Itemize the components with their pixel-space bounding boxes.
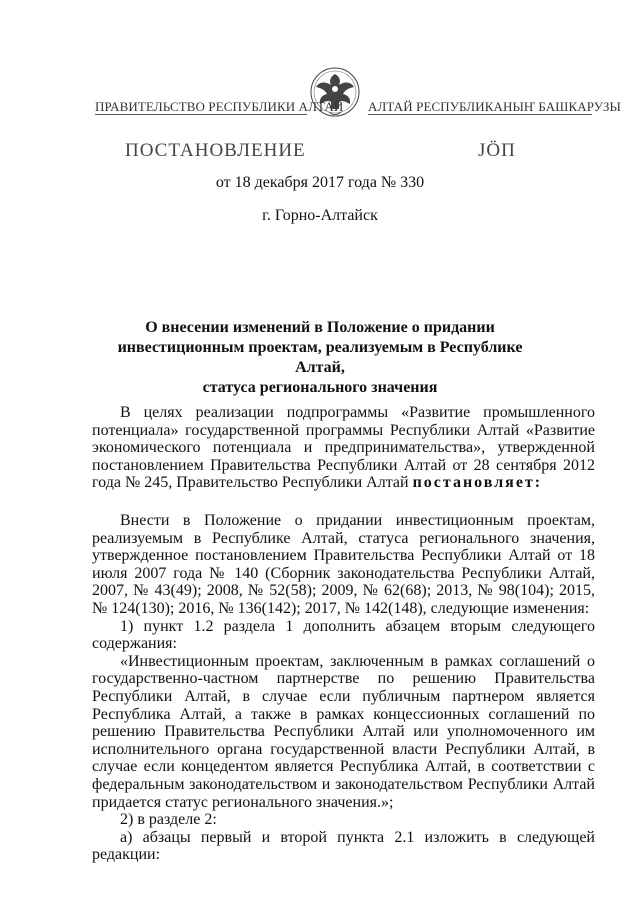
preamble-emphasis: постановляет:	[412, 474, 543, 492]
document-date: от 18 декабря 2017 года № 330	[215, 174, 425, 191]
doc-type-altai: JӦП	[478, 140, 516, 161]
title-line: инвестиционным проектам, реализуемым в Республике Алтай,	[117, 339, 523, 376]
org-name-altai: АЛТАЙ РЕСПУБЛИКАНЫҤ БАШКАРУЗЫ	[368, 99, 621, 114]
body-paragraph: 1) пункт 1.2 раздела 1 дополнить абзацем вторым следующего содержания:	[92, 617, 595, 653]
document-body	[92, 512, 595, 864]
document-city: г. Горно-Алтайск	[262, 207, 378, 224]
title-line: О внесении изменений в Положение о придании	[145, 319, 495, 336]
doc-type-russian: ПОСТАНОВЛЕНИЕ	[125, 140, 306, 161]
coat-of-arms-icon	[309, 62, 361, 126]
document-title	[110, 318, 530, 398]
header-divider	[368, 114, 592, 115]
header-divider	[95, 114, 307, 115]
body-paragraph: «Инвестиционным проектам, заключенным в рамках соглашений о государственно-частном партнерстве по решению Правительства Республики Алтай, в случае если публичным партнером является Республика Алтай, а также в рамках концессионных соглашений по решению Правительства Республики Алтай или уполномоченного им исполнительного органа государственной власти Республики Алтай, в случае если концедентом является Республика Алтай, в соответствии с федеральным законодательством и законодательством Республики Алтай придается статус регионального значения.»;	[92, 652, 595, 811]
body-paragraph: Внести в Положение о придании инвестиционным проектам, реализуемым в Республике Алтай, статуса регионального значения, утвержденное постановлением Правительства Республики Алтай от 18 июля 2007 года № 140 (Сборник законодательства Республики Алтай, 2007, № 43(49); 2008, № 52(58); 2009, № 62(68); 2013, № 98(104); 2015, № 124(130); 2016, № 136(142); 2017, № 142(148), следующие изменения:	[92, 512, 595, 617]
preamble-text: В целях реализации подпрограммы «Развитие промышленного потенциала» государственной программы Республики Алтай «Развитие экономического потенциала и предпринимательства», утвержденной постановлением Правительства Республики Алтай от 28 сентября 2012 года № 245, Правительство Республики Алтай	[92, 404, 595, 492]
org-name-russian: ПРАВИТЕЛЬСТВО РЕСПУБЛИКИ АЛТАЙ	[95, 99, 344, 114]
body-paragraph: а) абзацы первый и второй пункта 2.1 изложить в следующей редакции:	[92, 828, 595, 864]
body-paragraph: 2) в разделе 2:	[120, 811, 217, 829]
preamble	[92, 404, 595, 492]
title-line: статуса регионального значения	[202, 379, 438, 396]
